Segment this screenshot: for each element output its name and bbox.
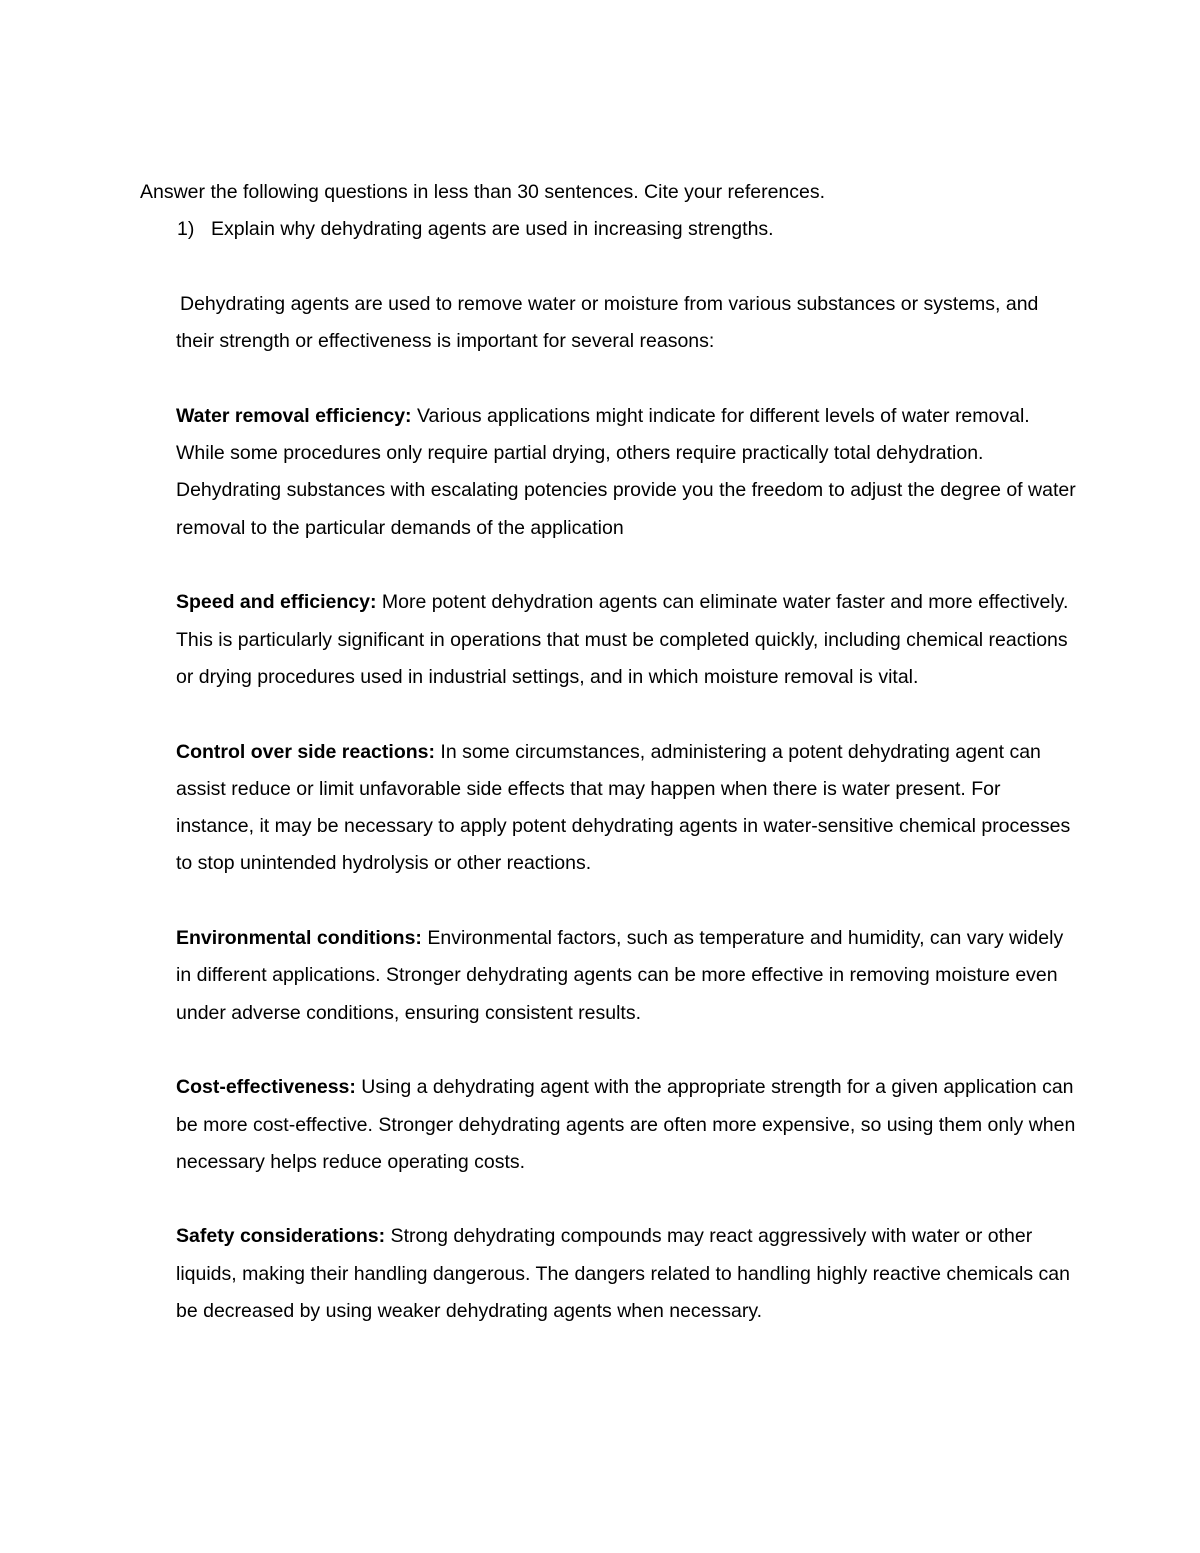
question-number: 1)	[177, 218, 195, 240]
point-text: In some circumstances, administering a potent dehydrating agent can assist reduce or limit unfavorable side effects that may happen when there is water present. For instance, it may be necessary to apply potent dehydrating agents in water-sensitive chemical processes to stop unintended hydrolysis or other reactions.	[176, 740, 1071, 875]
question-text: Explain why dehydrating agents are used in increasing strengths.	[211, 218, 774, 240]
answer-point	[176, 734, 1076, 883]
answer-point	[176, 1218, 1076, 1330]
point-text: Strong dehydrating compounds may react aggressively with water or other liquids, making their handling dangerous. The dangers related to handling highly reactive chemicals can be decreased by using weaker dehydrating agents when necessary.	[176, 1225, 1070, 1323]
answer-intro: Dehydrating agents are used to remove water or moisture from various substances or systems, and their strength or effectiveness is important for several reasons:	[176, 293, 1039, 353]
point-text: Environmental factors, such as temperature and humidity, can vary widely in different applications. Stronger dehydrating agents can be more effective in removing moisture even under adverse conditions, ensuring consistent results.	[176, 927, 1064, 1024]
answer-point	[176, 398, 1076, 547]
instruction-text: Answer the following questions in less than 30 sentences. Cite your references.	[140, 181, 826, 203]
question-item	[177, 213, 774, 245]
point-term: Safety considerations:	[176, 1225, 386, 1248]
point-text: Using a dehydrating agent with the appropriate strength for a given application can be more cost-effective. Stronger dehydrating agents are often more expensive, so using them only when necessary helps reduce operating costs.	[176, 1076, 1076, 1173]
point-term: Environmental conditions:	[176, 927, 422, 950]
point-term: Speed and efficiency:	[176, 591, 377, 614]
answer-point	[176, 584, 1076, 696]
answer-body	[176, 286, 1076, 1368]
answer-point	[176, 920, 1076, 1032]
answer-point	[176, 1069, 1076, 1181]
point-term: Cost-effectiveness:	[176, 1076, 356, 1099]
point-term: Water removal efficiency:	[176, 404, 412, 427]
point-term: Control over side reactions:	[176, 740, 435, 763]
point-text: Various applications might indicate for different levels of water removal. While some procedures only require partial drying, others require practically total dehydration. Dehydrating substances with escalating potencies provide you the freedom to adjust the degree of water removal to the particular demands of the application	[176, 404, 1076, 539]
point-text: More potent dehydration agents can eliminate water faster and more effectively. This is particularly significant in operations that must be completed quickly, including chemical reactions or drying procedures used in industrial settings, and in which moisture removal is vital.	[176, 591, 1069, 688]
